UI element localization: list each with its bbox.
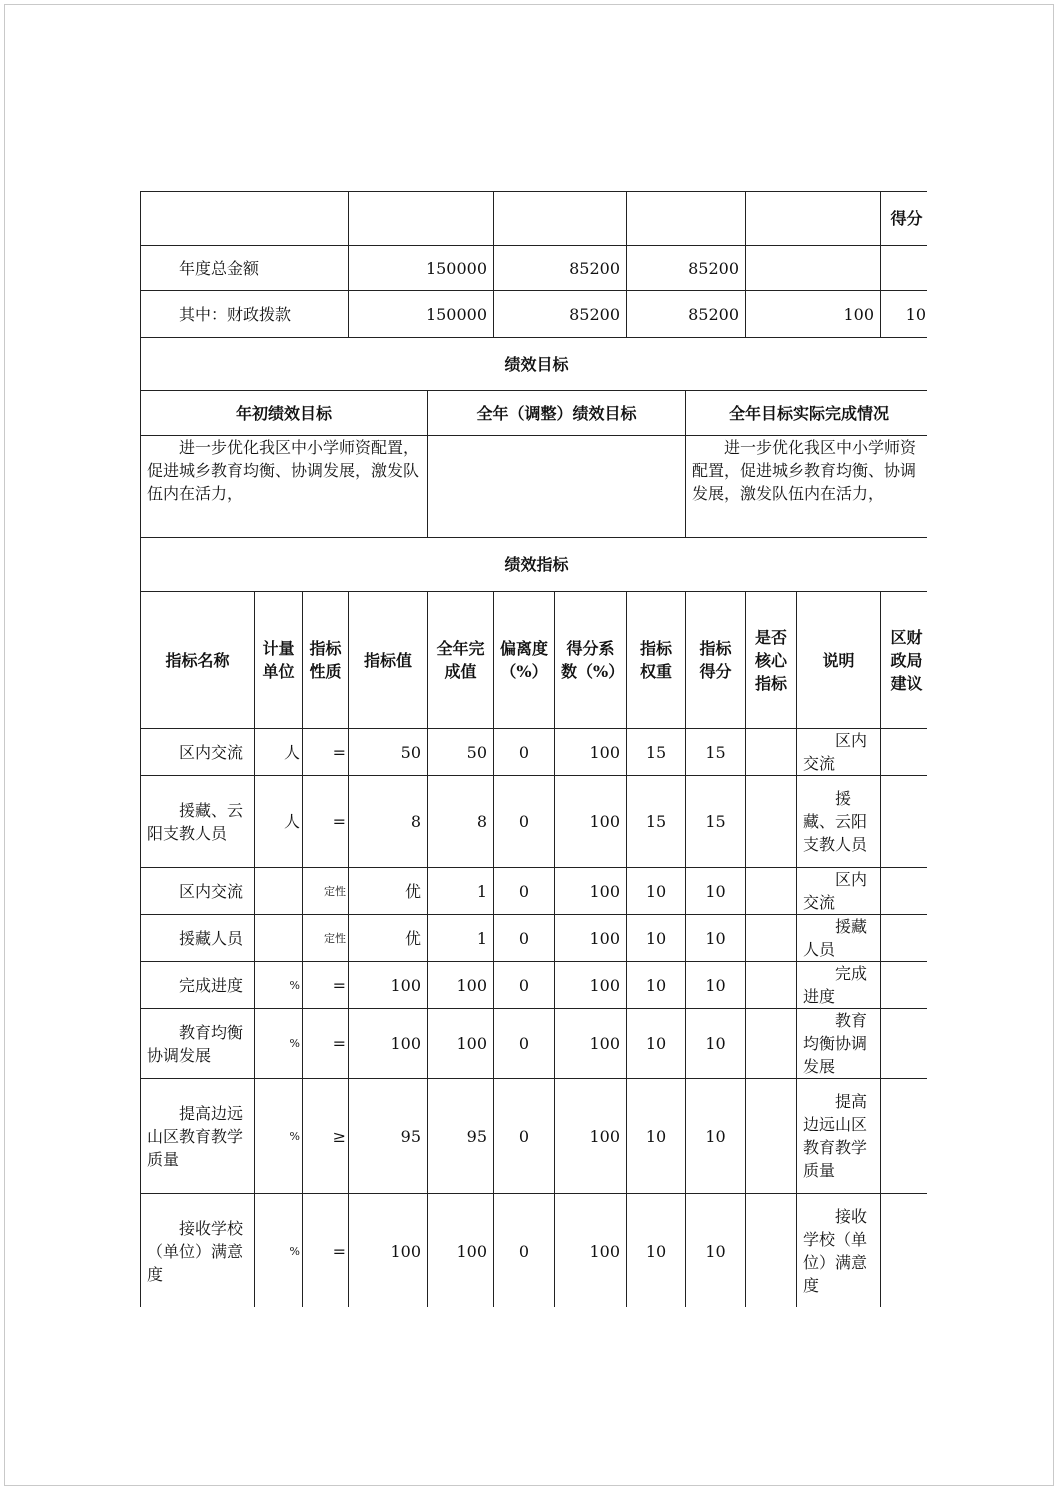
- indicator-value: 100: [349, 962, 428, 1009]
- indicator-advice: [881, 915, 927, 962]
- indicator-deviation: 0: [494, 1194, 555, 1308]
- goals-text-row: [141, 436, 928, 538]
- indicator-core: [746, 868, 797, 915]
- indicator-score: 10: [686, 868, 746, 915]
- indicator-note: 援藏、云阳支教人员: [797, 776, 881, 868]
- indicator-advice: [881, 1194, 927, 1308]
- goals-adjusted-text: [428, 436, 686, 538]
- indicator-nature: =: [303, 962, 349, 1009]
- indicator-name: 接收学校（单位）满意度: [141, 1194, 255, 1308]
- indicator-row: [141, 868, 928, 915]
- indicator-weight: 10: [627, 1079, 686, 1194]
- goals-header-row: [141, 391, 928, 436]
- indicator-deviation: 0: [494, 915, 555, 962]
- indicator-core: [746, 729, 797, 776]
- goals-title-row: [141, 338, 928, 391]
- indicator-score: 10: [686, 962, 746, 1009]
- fiscal-v2: 85200: [494, 291, 627, 338]
- fiscal-v4: 100: [746, 291, 881, 338]
- indicator-score: 10: [686, 1079, 746, 1194]
- header-unit: 计量单位: [255, 592, 303, 729]
- indicator-nature: =: [303, 1009, 349, 1079]
- indicator-unit: %: [255, 962, 303, 1009]
- indicator-deviation: 0: [494, 729, 555, 776]
- indicator-value: 8: [349, 776, 428, 868]
- indicator-row: [141, 1194, 928, 1308]
- indicator-weight: 10: [627, 1009, 686, 1079]
- indicator-nature: ≥: [303, 1079, 349, 1194]
- indicators-title-row: [141, 538, 928, 592]
- goals-actual-text: 进一步优化我区中小学师资配置，促进城乡教育均衡、协调发展，激发队伍内在活力，: [686, 436, 927, 538]
- indicator-value: 50: [349, 729, 428, 776]
- indicator-core: [746, 1079, 797, 1194]
- indicator-deviation: 0: [494, 868, 555, 915]
- indicator-score: 15: [686, 776, 746, 868]
- indicator-value: 95: [349, 1079, 428, 1194]
- indicator-actual: 100: [428, 962, 494, 1009]
- indicator-advice: [881, 1009, 927, 1079]
- header-nature: 指标性质: [303, 592, 349, 729]
- indicator-core: [746, 962, 797, 1009]
- goals-actual-header: 全年目标实际完成情况: [686, 391, 927, 436]
- indicator-value: 优: [349, 915, 428, 962]
- indicator-actual: 8: [428, 776, 494, 868]
- indicator-score: 10: [686, 1009, 746, 1079]
- header-coef: 得分系数（%）: [555, 592, 627, 729]
- indicator-deviation: 0: [494, 1009, 555, 1079]
- total-amount-v2: 85200: [494, 246, 627, 291]
- indicator-deviation: 0: [494, 962, 555, 1009]
- fiscal-v1: 150000: [349, 291, 494, 338]
- indicator-coef: 100: [555, 1194, 627, 1308]
- indicator-unit: %: [255, 1079, 303, 1194]
- total-amount-row: [141, 246, 928, 291]
- goals-title: 绩效目标: [141, 338, 928, 391]
- indicator-weight: 15: [627, 776, 686, 868]
- score-header: 得分: [881, 192, 927, 246]
- indicator-unit: %: [255, 1009, 303, 1079]
- header-actual: 全年完成值: [428, 592, 494, 729]
- indicator-advice: [881, 1079, 927, 1194]
- total-amount-v1: 150000: [349, 246, 494, 291]
- indicator-actual: 100: [428, 1009, 494, 1079]
- indicator-row: [141, 729, 928, 776]
- indicator-note: 提高边远山区教育教学质量: [797, 1079, 881, 1194]
- indicator-coef: 100: [555, 1079, 627, 1194]
- indicator-weight: 15: [627, 729, 686, 776]
- fiscal-row: [141, 291, 928, 338]
- indicator-core: [746, 915, 797, 962]
- indicator-note: 区内交流: [797, 729, 881, 776]
- indicator-row: [141, 1009, 928, 1079]
- indicator-note: 援藏人员: [797, 915, 881, 962]
- indicator-value: 100: [349, 1194, 428, 1308]
- indicator-score: 10: [686, 1194, 746, 1308]
- budget-header-row: [141, 192, 928, 246]
- indicator-core: [746, 1194, 797, 1308]
- indicator-name: 援藏人员: [141, 915, 255, 962]
- indicator-score: 15: [686, 729, 746, 776]
- indicator-coef: 100: [555, 962, 627, 1009]
- indicator-core: [746, 1009, 797, 1079]
- indicator-coef: 100: [555, 729, 627, 776]
- goals-initial-header: 年初绩效目标: [141, 391, 428, 436]
- indicator-weight: 10: [627, 962, 686, 1009]
- indicators-header-row: [141, 592, 928, 729]
- indicator-name: 教育均衡协调发展: [141, 1009, 255, 1079]
- indicator-weight: 10: [627, 915, 686, 962]
- indicator-name: 区内交流: [141, 868, 255, 915]
- header-advice: 区财政局建议: [881, 592, 927, 729]
- indicator-row: [141, 915, 928, 962]
- indicator-unit: 人: [255, 729, 303, 776]
- header-core: 是否核心指标: [746, 592, 797, 729]
- performance-table: [140, 191, 927, 1307]
- indicator-note: 完成进度: [797, 962, 881, 1009]
- header-note: 说明: [797, 592, 881, 729]
- indicator-name: 完成进度: [141, 962, 255, 1009]
- indicator-weight: 10: [627, 868, 686, 915]
- total-amount-v3: 85200: [627, 246, 746, 291]
- indicator-note: 接收学校（单位）满意度: [797, 1194, 881, 1308]
- indicator-note: 教育均衡协调发展: [797, 1009, 881, 1079]
- total-amount-label: 年度总金额: [141, 246, 349, 291]
- header-score: 指标得分: [686, 592, 746, 729]
- indicator-row: [141, 962, 928, 1009]
- indicator-value: 优: [349, 868, 428, 915]
- indicator-row: [141, 1079, 928, 1194]
- indicator-actual: 100: [428, 1194, 494, 1308]
- indicator-advice: [881, 729, 927, 776]
- fiscal-v5: 10: [881, 291, 927, 338]
- indicator-coef: 100: [555, 1009, 627, 1079]
- indicator-unit: %: [255, 1194, 303, 1308]
- indicator-nature: =: [303, 776, 349, 868]
- header-weight: 指标权重: [627, 592, 686, 729]
- indicator-name: 区内交流: [141, 729, 255, 776]
- fiscal-v3: 85200: [627, 291, 746, 338]
- indicator-advice: [881, 962, 927, 1009]
- indicator-nature: 定性: [303, 915, 349, 962]
- indicator-score: 10: [686, 915, 746, 962]
- indicator-actual: 50: [428, 729, 494, 776]
- indicator-name: 提高边远山区教育教学质量: [141, 1079, 255, 1194]
- indicator-note: 区内交流: [797, 868, 881, 915]
- indicators-title: 绩效指标: [141, 538, 928, 592]
- goals-initial-text: 进一步优化我区中小学师资配置，促进城乡教育均衡、协调发展，激发队伍内在活力，: [141, 436, 428, 538]
- indicator-name: 援藏、云阳支教人员: [141, 776, 255, 868]
- indicator-advice: [881, 868, 927, 915]
- indicator-value: 100: [349, 1009, 428, 1079]
- indicator-actual: 1: [428, 915, 494, 962]
- indicator-deviation: 0: [494, 776, 555, 868]
- header-name: 指标名称: [141, 592, 255, 729]
- header-value: 指标值: [349, 592, 428, 729]
- goals-adjusted-header: 全年（调整）绩效目标: [428, 391, 686, 436]
- indicator-actual: 95: [428, 1079, 494, 1194]
- indicator-unit: 人: [255, 776, 303, 868]
- indicator-coef: 100: [555, 915, 627, 962]
- indicator-deviation: 0: [494, 1079, 555, 1194]
- indicator-weight: 10: [627, 1194, 686, 1308]
- indicator-unit: [255, 868, 303, 915]
- indicator-core: [746, 776, 797, 868]
- indicator-nature: 定性: [303, 868, 349, 915]
- indicator-unit: [255, 915, 303, 962]
- indicator-coef: 100: [555, 868, 627, 915]
- indicator-nature: =: [303, 1194, 349, 1308]
- header-deviation: 偏离度（%）: [494, 592, 555, 729]
- indicator-row: [141, 776, 928, 868]
- indicator-nature: =: [303, 729, 349, 776]
- indicator-coef: 100: [555, 776, 627, 868]
- indicator-advice: [881, 776, 927, 868]
- document-page: [140, 191, 927, 1307]
- fiscal-label: 其中：财政拨款: [141, 291, 349, 338]
- indicator-actual: 1: [428, 868, 494, 915]
